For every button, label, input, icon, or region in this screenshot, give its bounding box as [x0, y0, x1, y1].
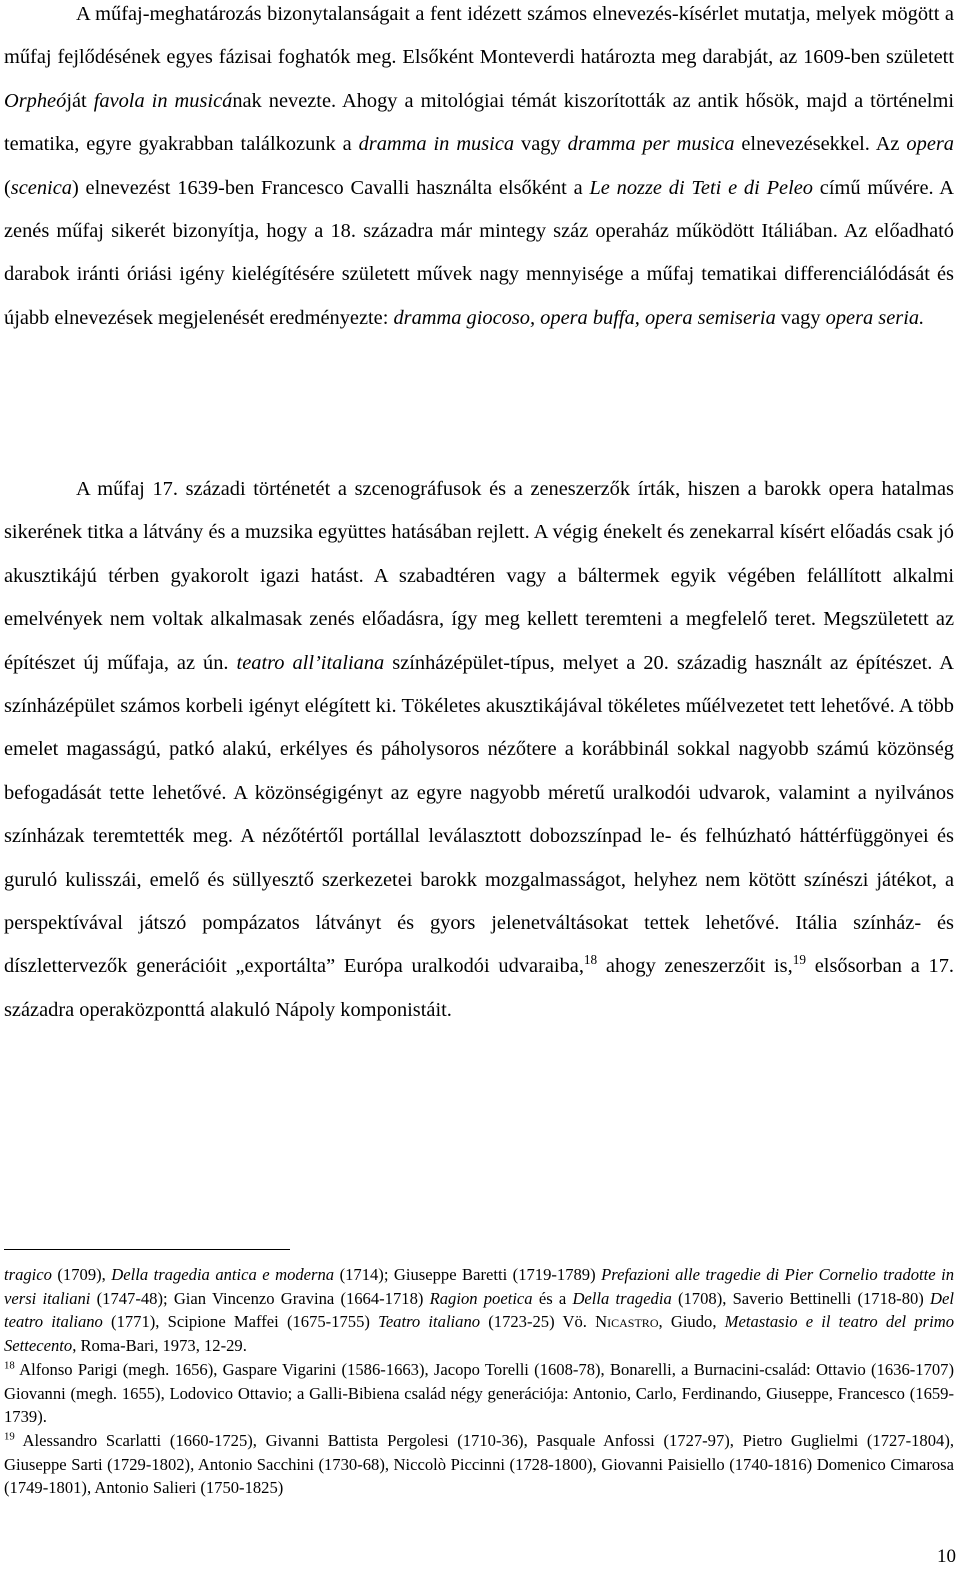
text-run: (1723-25) Vö.: [480, 1312, 596, 1332]
italic-run: dramma giocoso, opera buffa, opera semiseria: [393, 306, 776, 329]
text-run: (1708), Saverio Bettinelli (1718-80): [671, 1288, 931, 1308]
italic-run: dramma per musica: [567, 133, 735, 156]
text-run: elsősorban a 17. századra operaközponttá alakuló Nápoly komponistáit.: [4, 955, 955, 1021]
body-paragraph-2: [4, 468, 954, 1032]
footnote-text: Alessandro Scarlatti (1660-1725), Givanni Battista Pergolesi (1710-36), Pasquale Anfossi (1727-97), Pietro Guglielmi (1727-1804), Giuseppe Sarti (1729-1802), Antonio Sacchini (1730-68), Niccolò Piccinni (1728-1800), Giovanni Paisiello (1740-1816) Domenico Cimarosa (1749-1801), Antonio Salieri (1750-1825): [4, 1430, 954, 1498]
italic-run: Ragion poetica: [429, 1288, 533, 1308]
italic-run: opera seria.: [825, 306, 925, 329]
footnotes: [4, 1263, 954, 1500]
text-run: (1709),: [51, 1265, 112, 1284]
text-run: ahogy zeneszerzőit is,: [597, 955, 793, 978]
italic-run: Della tragedia: [572, 1288, 672, 1308]
footnote-number: 18: [4, 1359, 15, 1372]
italic-run: Orpheó: [4, 89, 67, 112]
text-run: nak nevezte. Ahogy a mitológiai témát kiszorították az antik hősök, majd a történelmi tematika, egyre gyakrabban találkozunk a: [4, 89, 954, 156]
text-run: , Roma-Bari, 1973, 12-29.: [72, 1336, 247, 1356]
text-run: színházépület-típus, melyet a 20. századig használt az építészet. A színházépület számos korbeli igényt elégített ki. Tökéletes akusztikájával tökéletes műélvezetet tett lehetővé. A több emelet magasságú, patkó alakú, erkélyes és páholysoros nézőtere a korábbinál sokkal nagyobb számú közönség befogadását tette lehetővé. A közönségigényt az egyre nagyobb méretű uralkodói udvarok, valamint a nyilvános színházak teremtették meg. A nézőtértől portállal leválasztott dobozszínpad le- és felhúzható háttérfüggönyei és guruló kulisszái, emelő és süllyesztő szerkezetei barokk mozgalmasságot, helyhez nem kötött színészi játékot, a perspektívával játszó pompázatos látványt és gyors jelenetváltásokat tettek lehetővé. Itália színház- és díszlettervezők generációit „exportálta” Európa uralkodói udvaraiba,: [4, 651, 954, 978]
text-run: című művére. A zenés műfaj sikerét bizonyítja, hogy a 18. századra már mintegy száz operaház működött Itáliában. Az előadható darabok iránti óriási igény kielégítésére született művek nagy mennyisége a műfaj tematikai differenciálódását és újabb elnevezések megjelenését eredményezte:: [4, 176, 955, 329]
text-run: A műfaj 17. századi történetét a szcenográfusok és a zeneszerzők írták, hiszen a barokk opera hatalmas sikerének titka a látvány és a muzsika együttes hatásában rejlett. A végig énekelt és zenekarral kísért előadás csak jó akusztikájú térben gyakorolt igazi hatást. A szabadtéren vagy a báltermek egyik végében felállított alkalmi emelvények nem voltak alkalmasak zenés előadásra, így meg kellett teremteni a megfelelő teret. Megszületett az építészet új műfaja, az ún.: [4, 478, 954, 674]
italic-run: scenica: [10, 176, 72, 199]
body-paragraph-1: [4, 0, 954, 340]
footnote-19: [4, 1429, 954, 1500]
footnote-number: 19: [4, 1430, 15, 1443]
text-run: (1747-48); Gian Vincenzo Gravina (1664-1718): [90, 1288, 430, 1308]
text-run: vagy: [514, 133, 568, 156]
footnote-text: Alfonso Parigi (megh. 1656), Gaspare Vigarini (1586-1663), Jacopo Torelli (1608-78), Bonarelli, a Burnacini-család: Ottavio (1636-1707) Giovanni (megh. 1655), Lodovico Ottavio; a Galli-Bibiena család négy generációja: Antonio, Carlo, Ferdinando, Giuseppe, Francesco (1659-1739).: [4, 1359, 954, 1427]
text-run: vagy: [775, 306, 826, 329]
italic-run: Le nozze di Teti e di Peleo: [589, 176, 813, 199]
text-run: ) elnevezést 1639-ben Francesco Cavalli használta elsőként a: [71, 176, 590, 199]
text-run: (1714); Giuseppe Baretti (1719-1789): [334, 1265, 602, 1284]
italic-run: Del teatro italiano: [4, 1288, 954, 1332]
footnote-separator: [4, 1249, 290, 1250]
footnote-18: [4, 1358, 954, 1429]
text-run: A műfaj-meghatározás bizonytalanságait a fent idézett számos elnevezés-kísérlet mutatja, melyek mögött a műfaj fejlődésének egyes fázisai foghatók meg. Elsőként Monteverdi határozta meg darabját, az 1609-ben született: [4, 3, 954, 69]
italic-run: favola in musicá: [93, 89, 233, 112]
page-number: 10: [937, 1546, 956, 1567]
italic-run: tragico: [4, 1265, 52, 1284]
text-run: és a: [532, 1288, 573, 1308]
author-smallcaps: Nicastro: [595, 1312, 659, 1332]
text-run: elnevezésekkel. Az: [734, 133, 907, 156]
footnote-ref-19: 19: [792, 952, 806, 968]
italic-run: dramma in musica: [358, 133, 515, 156]
italic-run: opera: [906, 133, 954, 156]
italic-run: teatro all’italiana: [236, 651, 385, 674]
italic-run: Prefazioni alle tragedie di Pier Cornelio tradotte in versi italiani: [4, 1265, 955, 1308]
italic-run: Della tragedia antica e moderna: [111, 1265, 335, 1284]
text-run: ját: [66, 89, 94, 112]
text-run: (1771), Scipione Maffei (1675-1755): [102, 1312, 379, 1332]
text-run: (: [4, 176, 11, 199]
italic-run: Metastasio e il teatro del primo Settecento: [4, 1312, 955, 1356]
footnote-ref-18: 18: [583, 952, 598, 968]
text-run: , Giudo,: [658, 1312, 725, 1332]
footnote-continued: [4, 1263, 954, 1358]
italic-run: Teatro italiano: [378, 1312, 481, 1332]
